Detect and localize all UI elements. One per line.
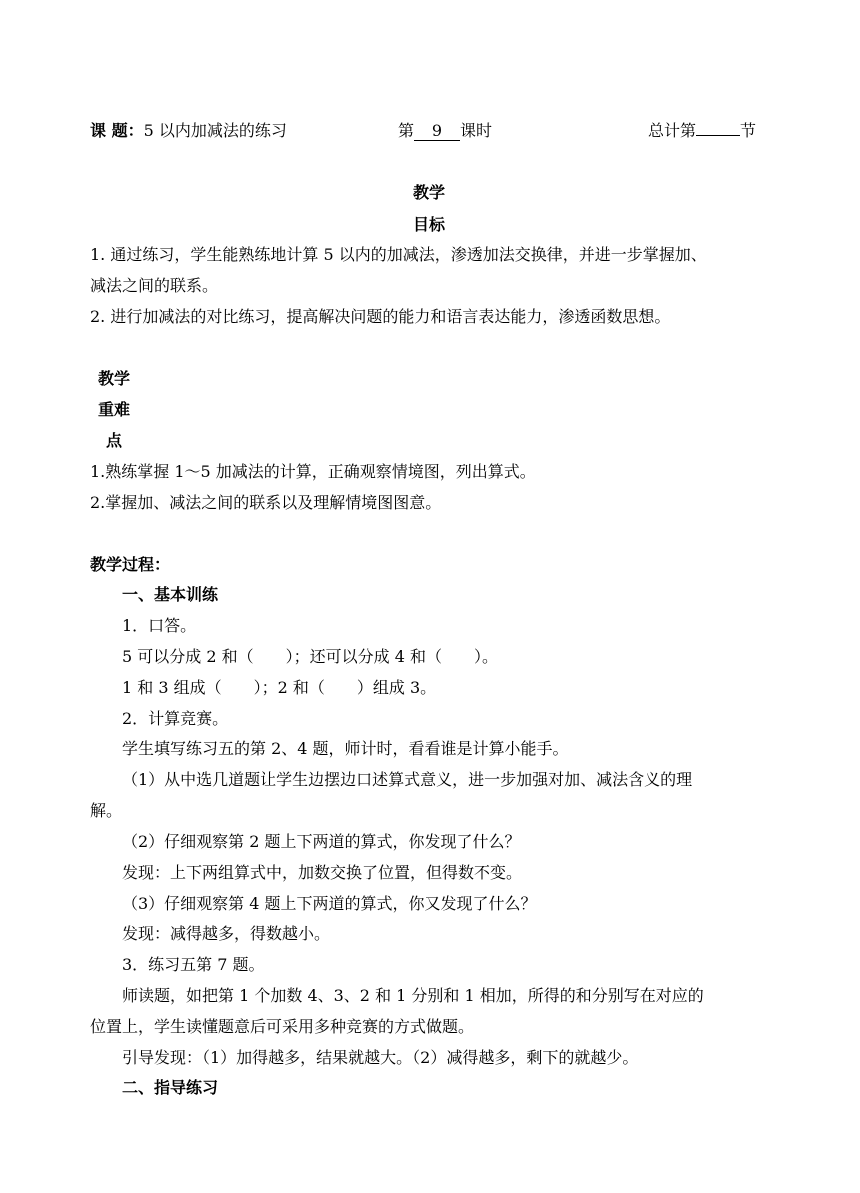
guided-finding: 引导发现：（1）加得越多，结果就越大。（2）减得越多，剩下的就越少。 <box>122 1048 639 1067</box>
key-point-1: 1.熟练掌握 1～5 加减法的计算，正确观察情境图，列出算式。 <box>90 462 536 481</box>
section-guided-practice: 二、指导练习 <box>122 1078 219 1097</box>
objectives-heading-1: 教学 <box>413 183 446 202</box>
item-calculation-contest: 2．计算竞赛。 <box>122 709 229 728</box>
total-prefix: 总计第 <box>648 121 697 140</box>
finding-2: 发现：减得越多，得数越小。 <box>122 924 331 943</box>
contest-paragraph: 学生填写练习五的第 2、4 题，师计时，看看谁是计算小能手。 <box>122 739 569 758</box>
item-exercise-7: 3．练习五第 7 题。 <box>122 955 265 974</box>
key-points-heading-2: 重难 <box>98 400 131 419</box>
process-heading: 教学过程： <box>90 555 171 574</box>
item-oral-answer: 1．口答。 <box>122 616 197 635</box>
objectives-heading-2: 目标 <box>413 215 446 234</box>
period-number: 9 <box>414 122 460 141</box>
step-2: （2）仔细观察第 2 题上下两道的算式，你发现了什么？ <box>122 832 521 851</box>
period-prefix: 第 <box>398 121 415 140</box>
step-3: （3）仔细观察第 4 题上下两道的算式，你又发现了什么？ <box>122 894 537 913</box>
total-value <box>696 135 740 136</box>
finding-1: 发现：上下两组算式中，加数交换了位置，但得数不变。 <box>122 863 523 882</box>
objective-1-line-2: 减法之间的联系。 <box>90 276 219 295</box>
exercise-7-line-2: 位置上，学生读懂题意后可采用多种竞赛的方式做题。 <box>90 1017 475 1036</box>
key-points-heading-3: 点 <box>106 431 123 450</box>
topic-value: 5 以内加减法的练习 <box>143 121 287 140</box>
oral-question-1: 5 可以分成 2 和（ ）；还可以分成 4 和（ ）。 <box>122 647 498 666</box>
oral-question-2: 1 和 3 组成（ ）；2 和（ ）组成 3。 <box>122 678 437 697</box>
objective-2: 2. 进行加减法的对比练习，提高解决问题的能力和语言表达能力，渗透函数思想。 <box>90 307 671 326</box>
lesson-topic <box>90 121 287 141</box>
exercise-7-line-1: 师读题，如把第 1 个加数 4、3、2 和 1 分别和 1 相加，所得的和分别写在对应的 <box>122 986 704 1005</box>
step-1-line-2: 解。 <box>90 801 123 820</box>
step-1-line-1: （1）从中选几道题让学生边摆边口述算式意义，进一步加强对加、减法含义的理 <box>122 770 693 789</box>
lesson-period <box>398 121 492 141</box>
key-point-2: 2.掌握加、减法之间的联系以及理解情境图图意。 <box>90 493 442 512</box>
total-suffix: 节 <box>740 121 757 140</box>
topic-label: 课 题： <box>90 121 144 140</box>
section-basic-training: 一、基本训练 <box>122 585 219 604</box>
key-points-heading-1: 教学 <box>98 369 131 388</box>
total-count <box>648 121 756 141</box>
period-suffix: 课时 <box>460 121 493 140</box>
objective-1-line-1: 1. 通过练习，学生能熟练地计算 5 以内的加减法，渗透加法交换律，并进一步掌握加、 <box>90 245 707 264</box>
